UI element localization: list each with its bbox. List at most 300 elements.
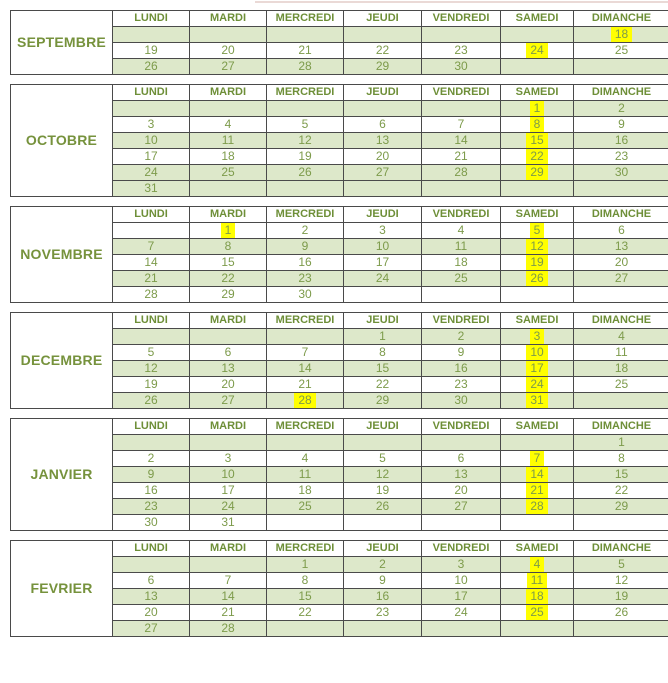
day-number: 23: [454, 43, 468, 57]
empty-day-cell: [422, 435, 501, 451]
day-cell: [344, 223, 422, 239]
day-cell: [113, 589, 190, 605]
day-cell: [501, 43, 574, 59]
day-cell: [344, 43, 422, 59]
day-number: 3: [379, 223, 386, 237]
empty-day-cell: [190, 329, 267, 345]
day-cell: [574, 165, 668, 181]
day-cell: [422, 377, 501, 393]
day-cell: [422, 361, 501, 377]
day-cell: [501, 165, 574, 181]
day-number: 10: [221, 467, 235, 481]
empty-day-cell: [344, 181, 422, 197]
empty-day-cell: [190, 181, 267, 197]
day-number: 4: [224, 117, 232, 131]
day-number: 23: [144, 499, 158, 513]
day-cell: [344, 393, 422, 409]
day-cell: [113, 255, 190, 271]
weekday-header: MERCREDI: [267, 11, 344, 27]
day-number: 15: [375, 361, 390, 375]
day-number: 31: [144, 181, 158, 195]
day-cell: [267, 451, 344, 467]
day-number: 11: [221, 133, 235, 147]
day-cell: [574, 589, 668, 605]
day-number: 22: [298, 605, 312, 619]
day-cell: [574, 605, 668, 621]
highlighted-day-number: 18: [526, 589, 547, 604]
day-cell: [422, 239, 501, 255]
month-label: FEVRIER: [11, 541, 113, 637]
day-number: 22: [221, 271, 235, 285]
day-cell: [344, 467, 422, 483]
day-number: 16: [298, 255, 312, 269]
day-number: 5: [301, 117, 309, 131]
weekday-header: MERCREDI: [267, 419, 344, 435]
day-number: 29: [221, 287, 235, 301]
day-cell: [267, 271, 344, 287]
empty-day-cell: [113, 329, 190, 345]
day-cell: [422, 499, 501, 515]
empty-day-cell: [267, 435, 344, 451]
day-number: 27: [221, 393, 235, 407]
day-number: 27: [144, 621, 158, 635]
day-number: 20: [144, 605, 158, 619]
empty-day-cell: [574, 393, 668, 409]
day-cell: [267, 605, 344, 621]
highlighted-day-number: 31: [526, 393, 547, 408]
empty-day-cell: [422, 181, 501, 197]
day-cell: [190, 621, 267, 637]
day-cell: [113, 499, 190, 515]
highlighted-day-number: 18: [611, 27, 632, 42]
day-cell: [501, 101, 574, 117]
day-number: 25: [614, 377, 629, 391]
empty-day-cell: [344, 27, 422, 43]
month-table-fevrier: [10, 540, 668, 637]
weekday-header: DIMANCHE: [574, 313, 668, 329]
day-number: 27: [614, 271, 629, 285]
day-number: 16: [614, 133, 629, 147]
day-number: 21: [298, 377, 312, 391]
empty-day-cell: [344, 435, 422, 451]
day-cell: [190, 483, 267, 499]
weekday-header: VENDREDI: [422, 207, 501, 223]
day-cell: [422, 483, 501, 499]
empty-day-cell: [422, 101, 501, 117]
day-number: 14: [454, 133, 468, 147]
day-number: 23: [375, 605, 390, 619]
day-number: 19: [298, 149, 312, 163]
highlighted-day-number: 15: [526, 133, 547, 148]
day-cell: [113, 133, 190, 149]
day-cell: [501, 223, 574, 239]
day-number: 27: [375, 165, 390, 179]
day-number: 9: [379, 573, 386, 587]
day-number: 19: [614, 589, 629, 603]
weekday-header: SAMEDI: [501, 207, 574, 223]
day-cell: [574, 483, 668, 499]
day-cell: [267, 59, 344, 75]
day-number: 7: [224, 573, 232, 587]
weekday-header: DIMANCHE: [574, 85, 668, 101]
empty-day-cell: [422, 621, 501, 637]
day-cell: [344, 499, 422, 515]
day-cell: [422, 557, 501, 573]
day-number: 17: [454, 589, 468, 603]
highlighted-day-number: 8: [530, 117, 545, 132]
day-cell: [190, 117, 267, 133]
weekday-header: MERCREDI: [267, 85, 344, 101]
day-cell: [113, 181, 190, 197]
highlighted-day-number: 5: [530, 223, 545, 238]
day-cell: [422, 329, 501, 345]
empty-day-cell: [267, 181, 344, 197]
day-cell: [267, 467, 344, 483]
day-number: 19: [144, 43, 158, 57]
day-number: 6: [379, 117, 386, 131]
day-cell: [574, 133, 668, 149]
day-cell: [344, 255, 422, 271]
day-cell: [574, 361, 668, 377]
weekday-header: LUNDI: [113, 207, 190, 223]
day-cell: [422, 451, 501, 467]
day-cell: [501, 329, 574, 345]
day-number: 30: [454, 393, 468, 407]
day-cell: [574, 255, 668, 271]
day-cell: [574, 271, 668, 287]
day-number: 20: [221, 377, 235, 391]
empty-day-cell: [190, 557, 267, 573]
day-cell: [422, 223, 501, 239]
day-cell: [501, 573, 574, 589]
day-cell: [422, 149, 501, 165]
day-cell: [267, 239, 344, 255]
day-cell: [574, 345, 668, 361]
day-cell: [190, 223, 267, 239]
month-label: DECEMBRE: [11, 313, 113, 409]
day-cell: [344, 483, 422, 499]
day-number: 4: [618, 329, 625, 343]
day-number: 3: [457, 557, 465, 571]
day-number: 18: [614, 361, 629, 375]
weekday-header: LUNDI: [113, 419, 190, 435]
highlighted-day-number: 28: [526, 499, 547, 514]
day-number: 28: [298, 59, 312, 73]
day-number: 24: [221, 499, 235, 513]
day-number: 27: [454, 499, 468, 513]
highlighted-day-number: 22: [526, 149, 547, 164]
day-number: 13: [144, 589, 158, 603]
day-number: 8: [379, 345, 386, 359]
day-cell: [344, 377, 422, 393]
day-number: 10: [454, 573, 468, 587]
day-number: 2: [379, 557, 386, 571]
empty-day-cell: [344, 621, 422, 637]
month-label: SEPTEMBRE: [11, 11, 113, 75]
weekday-header: JEUDI: [344, 85, 422, 101]
weekday-header: DIMANCHE: [574, 541, 668, 557]
day-cell: [113, 239, 190, 255]
day-number: 26: [614, 605, 629, 619]
day-cell: [190, 165, 267, 181]
day-cell: [422, 573, 501, 589]
day-number: 15: [614, 467, 629, 481]
highlighted-day-number: 3: [530, 329, 545, 344]
month-table-novembre: [10, 206, 668, 303]
weekday-header: SAMEDI: [501, 85, 574, 101]
day-cell: [267, 499, 344, 515]
highlighted-day-number: 10: [526, 345, 547, 360]
day-number: 19: [375, 483, 390, 497]
day-cell: [574, 239, 668, 255]
empty-day-cell: [574, 287, 668, 303]
day-number: 21: [144, 271, 158, 285]
day-cell: [501, 361, 574, 377]
day-number: 9: [457, 345, 465, 359]
day-cell: [574, 573, 668, 589]
day-number: 31: [221, 515, 235, 529]
highlighted-day-number: 29: [526, 165, 547, 180]
day-number: 10: [375, 239, 390, 253]
day-cell: [344, 117, 422, 133]
empty-day-cell: [267, 329, 344, 345]
empty-day-cell: [190, 101, 267, 117]
month-table-janvier: [10, 418, 668, 531]
day-number: 2: [457, 329, 465, 343]
day-number: 7: [301, 345, 309, 359]
day-number: 17: [375, 255, 390, 269]
day-number: 21: [221, 605, 235, 619]
day-cell: [190, 255, 267, 271]
day-cell: [501, 271, 574, 287]
day-cell: [501, 133, 574, 149]
weekday-header: JEUDI: [344, 541, 422, 557]
day-cell: [190, 59, 267, 75]
weekday-header: JEUDI: [344, 313, 422, 329]
day-number: 9: [618, 117, 625, 131]
day-cell: [501, 589, 574, 605]
day-number: 17: [221, 483, 235, 497]
day-number: 12: [298, 133, 312, 147]
day-cell: [344, 589, 422, 605]
day-number: 22: [375, 377, 390, 391]
day-number: 28: [221, 621, 235, 635]
day-number: 20: [221, 43, 235, 57]
highlighted-day-number: 19: [526, 255, 547, 270]
day-cell: [190, 377, 267, 393]
day-cell: [113, 43, 190, 59]
day-number: 23: [454, 377, 468, 391]
highlighted-day-number: 17: [526, 361, 547, 376]
day-number: 6: [224, 345, 232, 359]
day-number: 9: [301, 239, 309, 253]
day-number: 18: [454, 255, 468, 269]
day-cell: [190, 287, 267, 303]
day-cell: [344, 133, 422, 149]
day-number: 29: [375, 393, 390, 407]
day-cell: [501, 451, 574, 467]
day-number: 26: [298, 165, 312, 179]
day-number: 1: [379, 329, 386, 343]
day-number: 4: [457, 223, 465, 237]
day-cell: [574, 101, 668, 117]
day-cell: [574, 117, 668, 133]
weekday-header: LUNDI: [113, 541, 190, 557]
day-cell: [190, 573, 267, 589]
empty-day-cell: [501, 59, 574, 75]
day-number: 24: [144, 165, 158, 179]
day-cell: [267, 133, 344, 149]
day-number: 26: [375, 499, 390, 513]
day-cell: [574, 377, 668, 393]
day-cell: [422, 117, 501, 133]
day-number: 12: [144, 361, 158, 375]
day-number: 30: [454, 59, 468, 73]
day-cell: [574, 451, 668, 467]
day-cell: [422, 133, 501, 149]
day-number: 8: [618, 451, 625, 465]
day-cell: [501, 239, 574, 255]
empty-day-cell: [113, 27, 190, 43]
highlighted-day-number: 28: [294, 393, 315, 408]
day-cell: [422, 59, 501, 75]
weekday-header: MARDI: [190, 313, 267, 329]
weekday-header: SAMEDI: [501, 541, 574, 557]
weekday-header: SAMEDI: [501, 313, 574, 329]
day-number: 19: [144, 377, 158, 391]
weekday-header: LUNDI: [113, 11, 190, 27]
weekday-header: MERCREDI: [267, 207, 344, 223]
day-number: 7: [457, 117, 465, 131]
day-cell: [344, 451, 422, 467]
empty-day-cell: [574, 59, 668, 75]
day-number: 20: [614, 255, 629, 269]
day-cell: [190, 43, 267, 59]
empty-day-cell: [501, 621, 574, 637]
day-number: 18: [221, 149, 235, 163]
empty-day-cell: [574, 621, 668, 637]
day-number: 21: [454, 149, 468, 163]
day-cell: [501, 345, 574, 361]
day-number: 30: [614, 165, 629, 179]
empty-day-cell: [113, 101, 190, 117]
day-number: 2: [618, 101, 625, 115]
day-cell: [501, 499, 574, 515]
day-number: 25: [454, 271, 468, 285]
day-number: 2: [147, 451, 155, 465]
highlighted-day-number: 7: [530, 451, 545, 466]
day-cell: [574, 467, 668, 483]
day-number: 8: [301, 573, 309, 587]
day-number: 13: [375, 133, 390, 147]
empty-day-cell: [190, 27, 267, 43]
day-number: 27: [221, 59, 235, 73]
day-number: 13: [454, 467, 468, 481]
weekday-header: LUNDI: [113, 313, 190, 329]
weekday-header: VENDREDI: [422, 541, 501, 557]
empty-day-cell: [190, 435, 267, 451]
highlighted-day-number: 4: [530, 557, 545, 572]
highlighted-day-number: 12: [526, 239, 547, 254]
day-number: 14: [298, 361, 312, 375]
day-cell: [190, 361, 267, 377]
day-number: 1: [618, 435, 625, 449]
day-cell: [267, 361, 344, 377]
day-number: 30: [144, 515, 158, 529]
day-cell: [190, 589, 267, 605]
month-label: NOVEMBRE: [11, 207, 113, 303]
day-number: 6: [618, 223, 625, 237]
day-cell: [190, 133, 267, 149]
weekday-header: JEUDI: [344, 207, 422, 223]
day-cell: [267, 589, 344, 605]
day-cell: [113, 377, 190, 393]
day-cell: [267, 287, 344, 303]
day-cell: [344, 605, 422, 621]
day-cell: [422, 589, 501, 605]
day-number: 12: [614, 573, 629, 587]
day-cell: [267, 393, 344, 409]
highlighted-day-number: 25: [526, 605, 547, 620]
empty-day-cell: [113, 435, 190, 451]
day-number: 1: [301, 557, 309, 571]
day-cell: [267, 165, 344, 181]
day-cell: [344, 165, 422, 181]
month-label: JANVIER: [11, 419, 113, 531]
day-cell: [574, 43, 668, 59]
day-cell: [113, 165, 190, 181]
day-cell: [344, 271, 422, 287]
weekday-header: MARDI: [190, 541, 267, 557]
day-cell: [344, 59, 422, 75]
empty-day-cell: [501, 287, 574, 303]
highlighted-day-number: 21: [526, 483, 547, 498]
empty-day-cell: [501, 181, 574, 197]
day-number: 5: [379, 451, 386, 465]
day-cell: [267, 377, 344, 393]
day-cell: [574, 499, 668, 515]
day-cell: [190, 345, 267, 361]
day-number: 4: [301, 451, 309, 465]
day-number: 7: [147, 239, 155, 253]
day-number: 16: [144, 483, 158, 497]
day-cell: [422, 605, 501, 621]
weekday-header: MERCREDI: [267, 313, 344, 329]
day-number: 30: [298, 287, 312, 301]
day-cell: [422, 393, 501, 409]
weekday-header: VENDREDI: [422, 419, 501, 435]
day-cell: [344, 573, 422, 589]
day-cell: [574, 329, 668, 345]
day-cell: [574, 557, 668, 573]
empty-day-cell: [501, 435, 574, 451]
day-cell: [422, 165, 501, 181]
day-cell: [267, 149, 344, 165]
highlighted-day-number: 26: [526, 271, 547, 286]
day-number: 28: [454, 165, 468, 179]
day-cell: [574, 435, 668, 451]
empty-day-cell: [344, 515, 422, 531]
weekday-header: SAMEDI: [501, 11, 574, 27]
day-cell: [267, 223, 344, 239]
empty-day-cell: [267, 621, 344, 637]
day-cell: [113, 117, 190, 133]
day-number: 22: [614, 483, 629, 497]
day-number: 20: [454, 483, 468, 497]
weekday-header: MARDI: [190, 419, 267, 435]
day-number: 10: [144, 133, 158, 147]
day-number: 26: [144, 393, 158, 407]
